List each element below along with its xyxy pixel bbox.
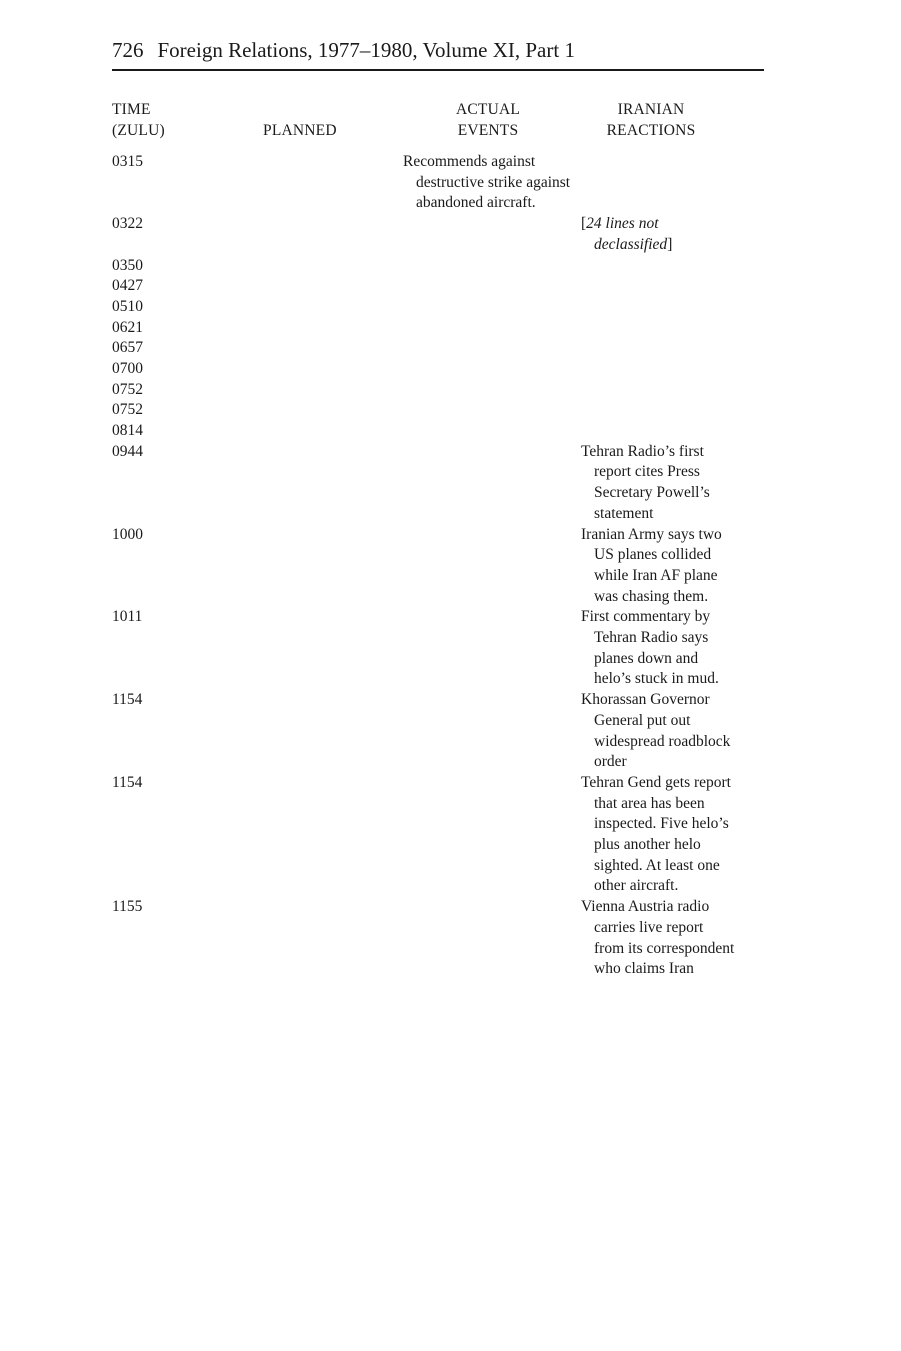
time-cell: 1155: [112, 898, 143, 916]
iranian-reaction-cell: Tehran Gend gets report that area has been inspected. Five helo’s plus another helo sighted. At least one other aircraft.: [581, 773, 731, 895]
table-row: [112, 607, 764, 690]
time-cell: 0315: [112, 153, 143, 170]
header-rule: [112, 69, 764, 71]
time-cell: 1000: [112, 525, 143, 543]
running-head: [112, 36, 764, 64]
table-row: [112, 380, 764, 401]
column-header-actual-events: ACTUAL EVENTS: [455, 101, 521, 139]
table-row: [112, 276, 764, 297]
time-cell: 0700: [112, 359, 143, 377]
table-row: [112, 690, 764, 773]
time-cell: 0510: [112, 297, 143, 315]
iranian-reaction-cell: First commentary by Tehran Radio says planes down and helo’s stuck in mud.: [581, 608, 719, 688]
column-header-time: TIME (ZULU): [112, 101, 165, 139]
page-number: 726: [112, 38, 144, 62]
time-cell: 1154: [112, 691, 143, 709]
iranian-reaction-cell: Iranian Army says two US planes collided while Iran AF plane was chasing them.: [581, 525, 722, 605]
time-cell: 0427: [112, 277, 143, 295]
table-row: [112, 256, 764, 277]
time-cell: 0944: [112, 442, 143, 460]
column-header-planned: PLANNED: [263, 122, 337, 139]
table-row: [112, 773, 764, 897]
time-cell: 0752: [112, 380, 143, 398]
iranian-reaction-cell: Tehran Radio’s first report cites Press Secretary Powell’s statement: [581, 442, 710, 522]
table-row: [112, 400, 764, 421]
table-row: [112, 421, 764, 442]
column-header-iranian-reactions: IRANIAN REACTIONS: [606, 101, 696, 139]
time-cell: 0657: [112, 339, 143, 357]
iranian-reaction-cell: [24 lines not declassified]: [581, 215, 673, 253]
table-row: [112, 442, 764, 525]
time-cell: 1011: [112, 608, 143, 626]
iranian-reaction-cell: Khorassan Governor General put out widespread roadblock order: [581, 691, 731, 771]
actual-events-cell: Recommends against destructive strike against abandoned aircraft.: [403, 153, 571, 212]
time-cell: 0752: [112, 401, 143, 419]
table-row: [112, 214, 764, 255]
time-cell: 0350: [112, 256, 143, 274]
table-row: [112, 338, 764, 359]
table-row: [112, 897, 764, 980]
table-row: [112, 297, 764, 318]
table-row: [112, 152, 764, 214]
time-cell: 0621: [112, 318, 143, 336]
table-row: [112, 525, 764, 608]
time-cell: 1154: [112, 773, 143, 791]
iranian-reaction-cell: Vienna Austria radio carries live report from its correspondent who claims Iran: [581, 898, 735, 978]
time-cell: 0322: [112, 215, 143, 233]
volume-title: Foreign Relations, 1977–1980, Volume XI, Part 1: [157, 38, 575, 62]
table-row: [112, 359, 764, 380]
table-row: [112, 318, 764, 339]
chronology-table: [112, 152, 764, 980]
time-cell: 0814: [112, 422, 143, 440]
